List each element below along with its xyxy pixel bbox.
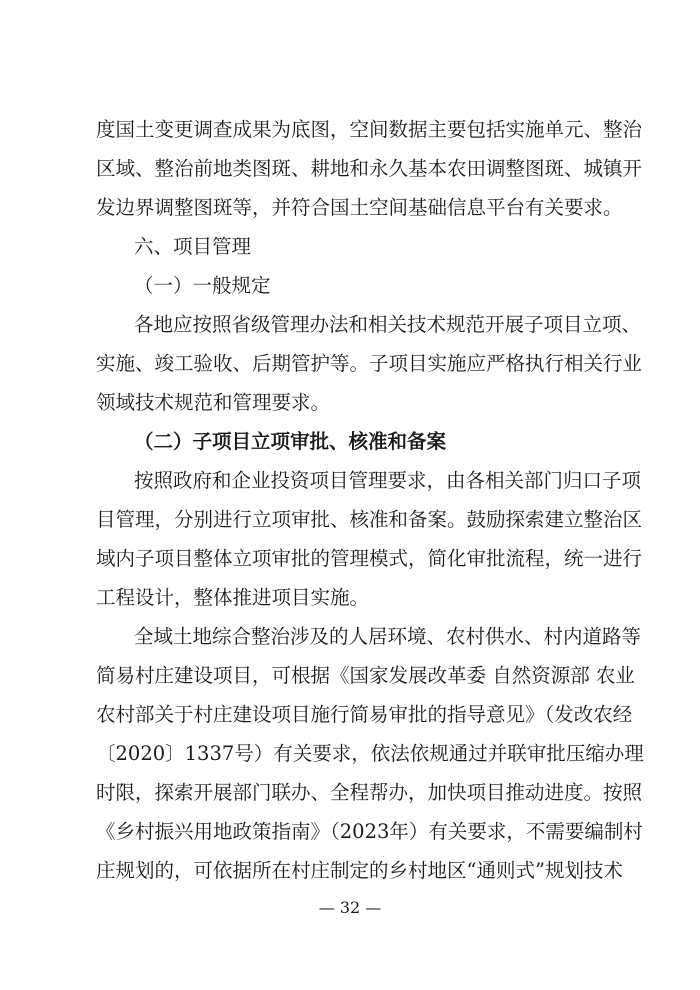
paragraph-line: 各地应按照省级管理办法和相关技术规范开展子项目立项、 [134, 313, 642, 336]
paragraph-line: 目管理，分别进行立项审批、核准和备案。鼓励探索建立整治区 [96, 508, 643, 531]
paragraph-line: 区域、整治前地类图斑、耕地和永久基本农田调整图斑、城镇开 [96, 157, 643, 180]
paragraph-line: 实施、竣工验收、后期管护等。子项目实施应严格执行相关行业 [96, 352, 643, 375]
paragraph-line: 〔2020〕1337号）有关要求，依法依规通过并联审批压缩办理 [96, 742, 644, 765]
paragraph-line: 度国土变更调查成果为底图，空间数据主要包括实施单元、整治 [96, 118, 643, 141]
paragraph-line: 域内子项目整体立项审批的管理模式，简化审批流程，统一进行 [96, 547, 643, 570]
paragraph-line: 时限，探索开展部门联办、全程帮办，加快项目推动进度。按照 [96, 781, 643, 804]
page-number: — 32 — [318, 898, 382, 917]
subsection-heading-approval: （二）子项目立项审批、核准和备案 [134, 430, 447, 453]
paragraph-line: 《乡村振兴用地政策指南》（2023年）有关要求，不需要编制村 [96, 820, 643, 843]
paragraph-line: 按照政府和企业投资项目管理要求，由各相关部门归口子项 [134, 469, 642, 492]
paragraph-line: 工程设计，整体推进项目实施。 [96, 586, 370, 609]
section-heading: 六、项目管理 [134, 235, 252, 258]
paragraph-line: 发边界调整图斑等，并符合国土空间基础信息平台有关要求。 [96, 196, 623, 219]
paragraph-line: 全域土地综合整治涉及的人居环境、农村供水、村内道路等 [134, 625, 642, 648]
subsection-heading-general: （一）一般规定 [134, 274, 271, 297]
paragraph-line: 简易村庄建设项目，可根据《国家发展改革委 自然资源部 农业 [96, 664, 635, 687]
paragraph-line: 农村部关于村庄建设项目施行简易审批的指导意见》（发改农经 [96, 703, 633, 726]
paragraph-line: 领域技术规范和管理要求。 [96, 391, 331, 414]
paragraph-line: 庄规划的，可依据所在村庄制定的乡村地区“通则式”规划技术 [96, 859, 623, 882]
